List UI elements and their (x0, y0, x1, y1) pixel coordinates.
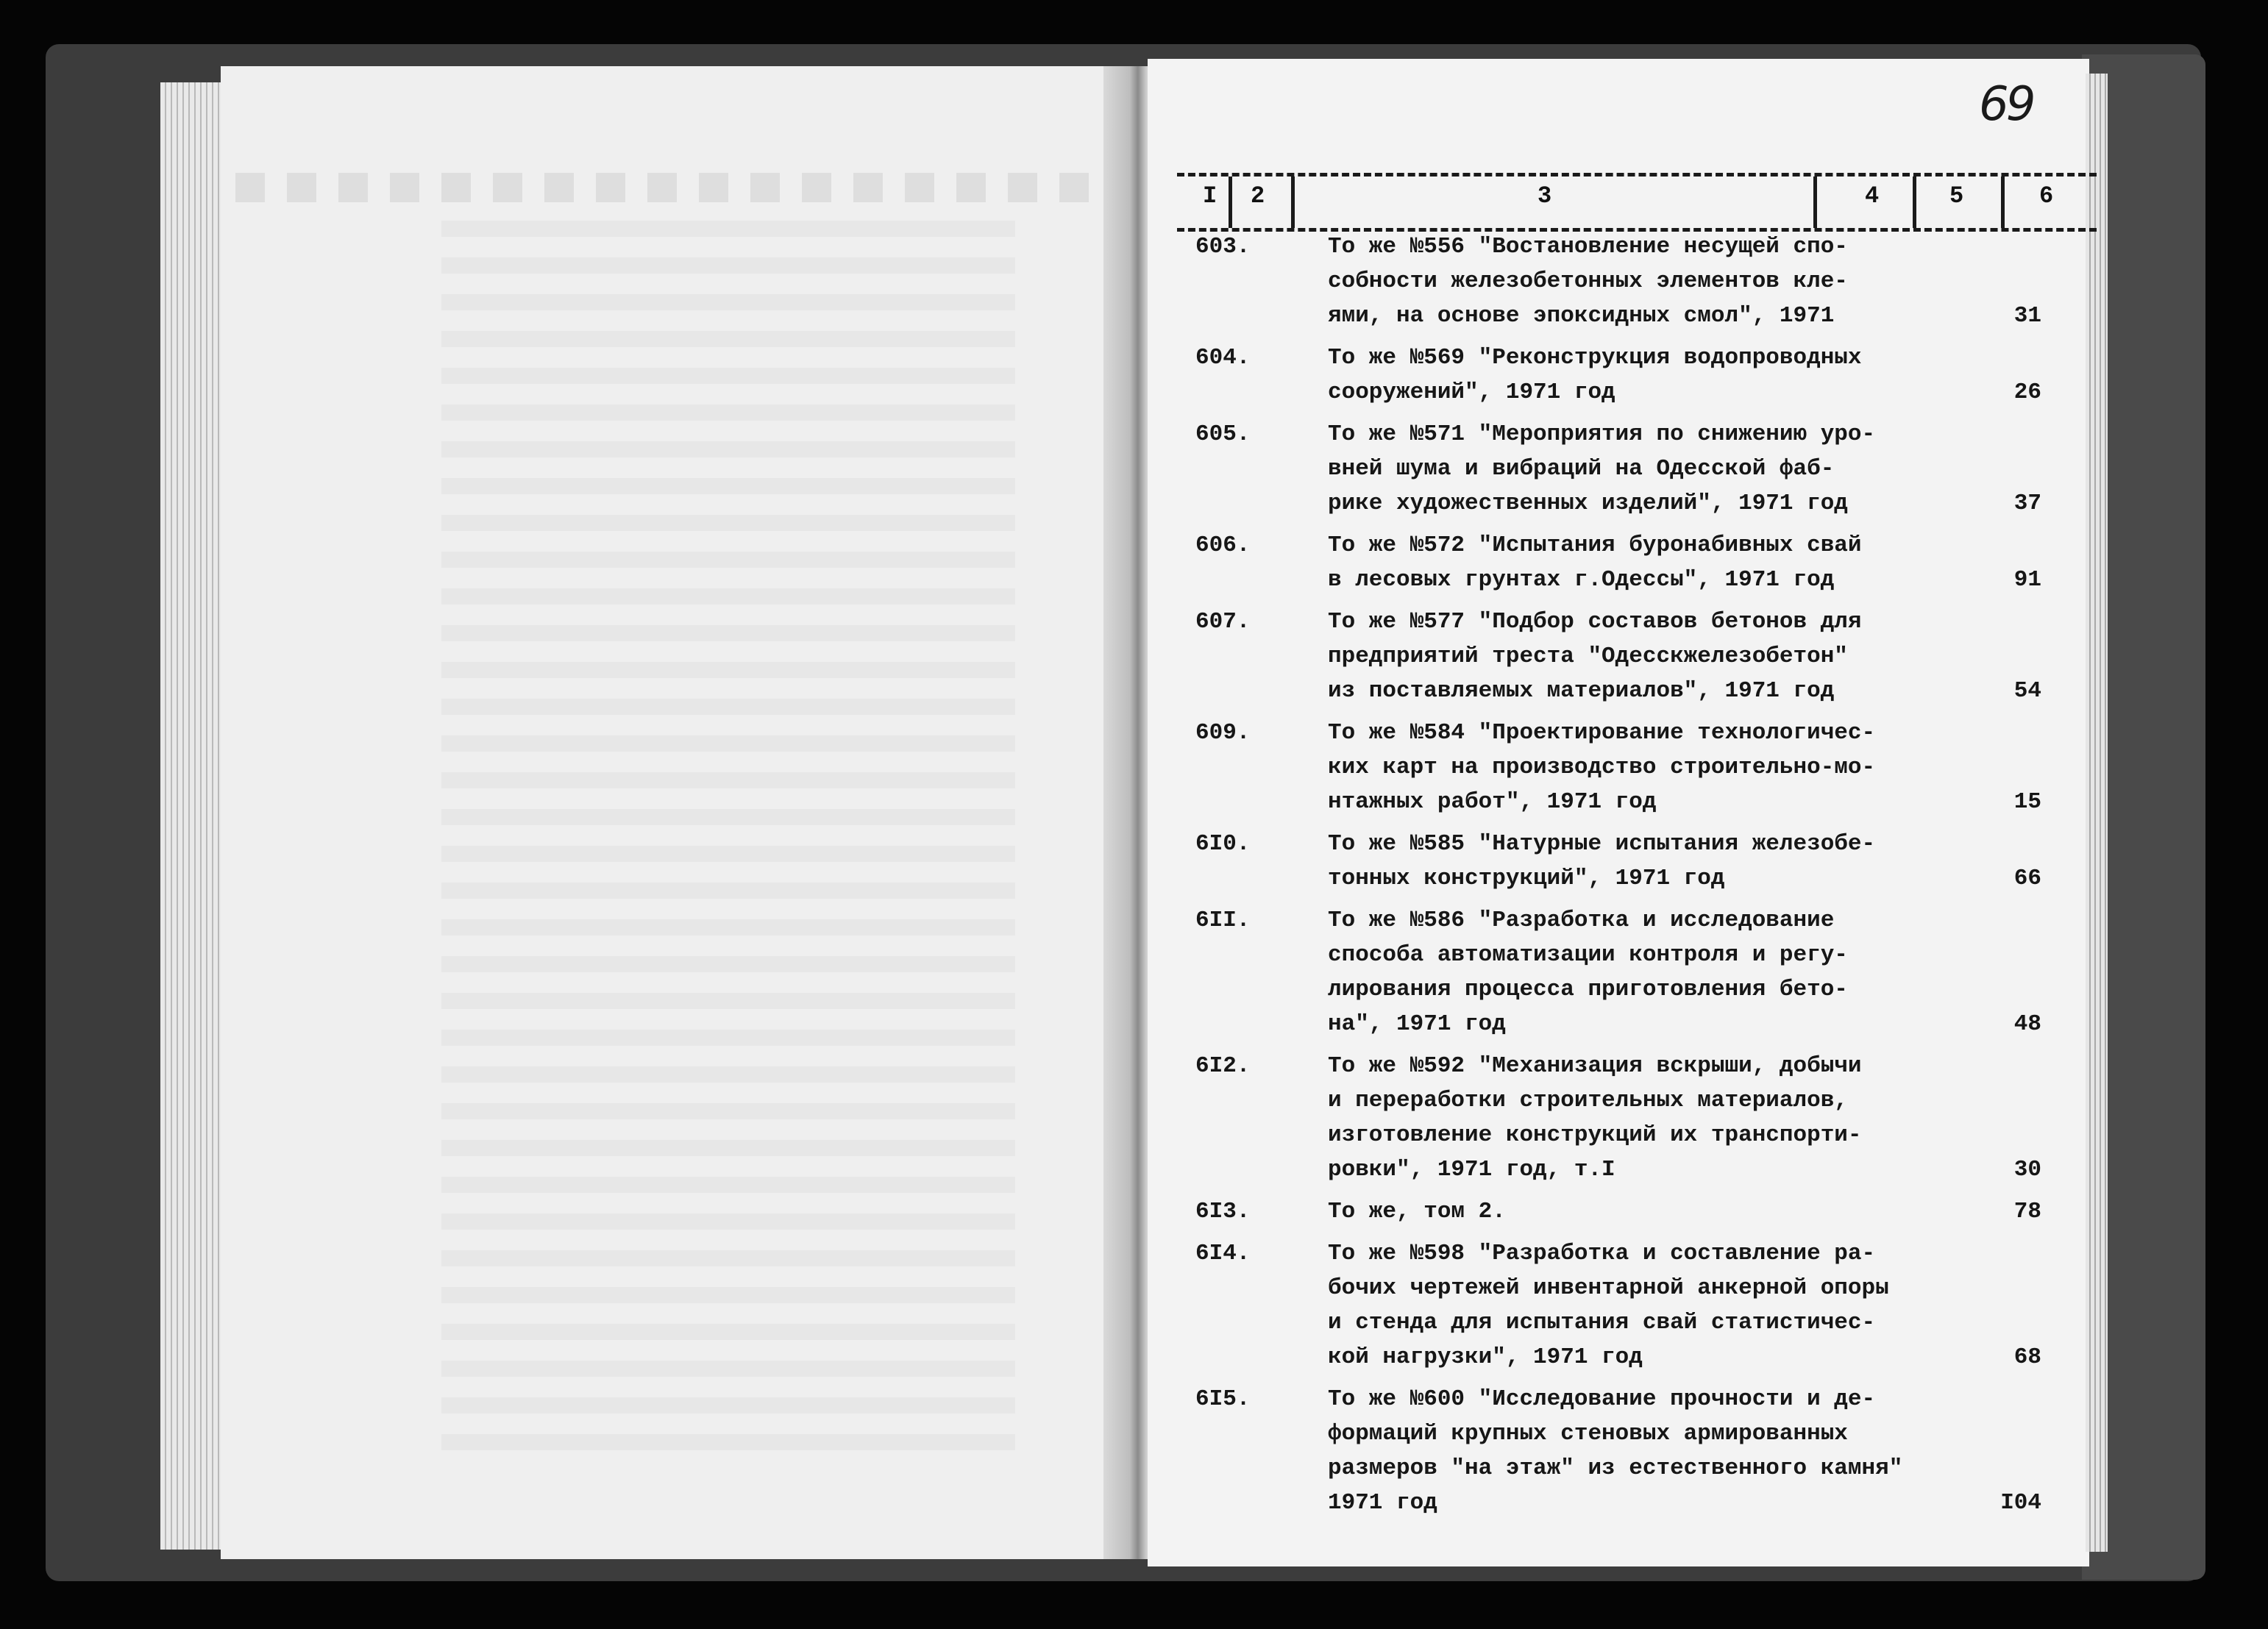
entry-description (1328, 1194, 1975, 1229)
table-row (1195, 341, 2041, 410)
column-header-1: I (1203, 182, 1217, 210)
entry-line: То же №571 "Мероприятия по снижению уро- (1328, 421, 1876, 447)
entry-number: 609. (1195, 720, 1251, 746)
entry-description (1328, 903, 1975, 1041)
table-row (1195, 827, 2041, 896)
entry-description (1328, 827, 1975, 896)
entry-number: 605. (1195, 421, 1251, 447)
entry-line: нтажных работ", 1971 год (1328, 789, 1657, 815)
table-row (1195, 229, 2041, 333)
entry-description (1328, 1049, 1975, 1187)
entry-count: 54 (2013, 678, 2041, 704)
entry-line: То же №569 "Реконструкция водопроводных (1328, 345, 1862, 371)
table-row (1195, 1049, 2041, 1187)
entry-line: лирования процесса приготовления бето- (1328, 977, 1848, 1002)
entry-line: ровки", 1971 год, т.I (1328, 1157, 1615, 1183)
entry-number: 6I4. (1195, 1241, 1251, 1266)
entry-count: 66 (2013, 866, 2041, 891)
entry-line: То же №600 "Исследование прочности и де- (1328, 1386, 1876, 1412)
entry-description (1328, 528, 1975, 597)
bleed-through-text (441, 221, 1015, 1471)
entry-line: вней шума и вибраций на Одесской фаб- (1328, 456, 1835, 482)
entry-number: 6I5. (1195, 1386, 1251, 1412)
entry-number: 607. (1195, 609, 1251, 635)
entry-count: 31 (2013, 303, 2041, 329)
entry-line: способа автоматизации контроля и регу- (1328, 942, 1848, 968)
entry-count: 68 (2013, 1344, 2041, 1370)
entry-count: 30 (2013, 1157, 2041, 1183)
column-header-3: 3 (1538, 182, 1552, 210)
header-separator (1813, 177, 1817, 228)
header-separator (2001, 177, 2005, 228)
entry-line: рике художественных изделий", 1971 год (1328, 491, 1848, 516)
entry-line: То же №572 "Испытания буронабивных свай (1328, 532, 1862, 558)
entry-count: 26 (2013, 379, 2041, 405)
table-row (1195, 528, 2041, 597)
entry-description (1328, 229, 1975, 333)
entry-line: и переработки строительных материалов, (1328, 1088, 1848, 1113)
entry-line: 1971 год (1328, 1490, 1437, 1516)
column-header-2: 2 (1251, 182, 1265, 210)
bleed-through-header (235, 173, 1103, 202)
entry-line: кой нагрузки", 1971 год (1328, 1344, 1643, 1370)
header-separator (1229, 177, 1232, 228)
entry-count: 37 (2013, 491, 2041, 516)
entry-line: То же №585 "Натурные испытания железобе- (1328, 831, 1876, 857)
table-header (1177, 173, 2097, 232)
entry-line: ями, на основе эпоксидных смол", 1971 (1328, 303, 1835, 329)
entry-number: 604. (1195, 345, 1251, 371)
entry-line: сооружений", 1971 год (1328, 379, 1615, 405)
column-header-5: 5 (1949, 182, 1964, 210)
entry-line: изготовление конструкций их транспорти- (1328, 1122, 1862, 1148)
entry-line: на", 1971 год (1328, 1011, 1506, 1037)
entry-description (1328, 1236, 1975, 1375)
table-row (1195, 417, 2041, 521)
table-row (1195, 1382, 2041, 1520)
entry-description (1328, 716, 1975, 819)
entry-line: из поставляемых материалов", 1971 год (1328, 678, 1835, 704)
entry-line: То же №584 "Проектирование технологичес- (1328, 720, 1876, 746)
entry-line: размеров "на этаж" из естественного камня" (1328, 1455, 1903, 1481)
table-row (1195, 903, 2041, 1041)
entry-line: То же №556 "Востановление несущей спо- (1328, 234, 1848, 260)
entry-line: То же №586 "Разработка и исследование (1328, 908, 1835, 933)
entry-line: тонных конструкций", 1971 год (1328, 866, 1725, 891)
entry-number: 6II. (1195, 908, 1251, 933)
entry-number: 6I2. (1195, 1053, 1251, 1079)
page-number: 69 (1979, 77, 2033, 132)
entry-count: I04 (2000, 1490, 2041, 1516)
entry-line: То же №598 "Разработка и составление ра- (1328, 1241, 1876, 1266)
entry-number: 603. (1195, 234, 1251, 260)
right-page-stack (2086, 74, 2108, 1552)
table-row (1195, 1236, 2041, 1375)
entry-number: 6I3. (1195, 1199, 1251, 1225)
entry-line: То же №592 "Механизация вскрыши, добычи (1328, 1053, 1862, 1079)
entry-number: 606. (1195, 532, 1251, 558)
entry-count: 91 (2013, 567, 2041, 593)
entry-description (1328, 417, 1975, 521)
header-separator (1291, 177, 1295, 228)
column-header-4: 4 (1865, 182, 1880, 210)
entry-description (1328, 1382, 1975, 1520)
entry-count: 48 (2013, 1011, 2041, 1037)
entry-line: бочих чертежей инвентарной анкерной опоры (1328, 1275, 1889, 1301)
entry-line: предприятий треста "Одесскжелезобетон" (1328, 644, 1848, 669)
entries-list (1195, 229, 2041, 1528)
entry-line: То же №577 "Подбор составов бетонов для (1328, 609, 1862, 635)
column-header-6: 6 (2039, 182, 2054, 210)
entry-line: То же, том 2. (1328, 1199, 1506, 1225)
entry-line: формаций крупных стеновых армированных (1328, 1421, 1848, 1447)
entry-count: 78 (2013, 1199, 2041, 1225)
entry-description (1328, 341, 1975, 410)
entry-line: собности железобетонных элементов кле- (1328, 268, 1848, 294)
entry-line: и стенда для испытания свай статистичес- (1328, 1310, 1876, 1336)
entry-line: в лесовых грунтах г.Одессы", 1971 год (1328, 567, 1835, 593)
header-separator (1913, 177, 1916, 228)
entry-line: ких карт на производство строительно-мо- (1328, 755, 1876, 780)
entry-number: 6I0. (1195, 831, 1251, 857)
entry-description (1328, 605, 1975, 708)
entry-count: 15 (2013, 789, 2041, 815)
table-row (1195, 605, 2041, 708)
table-row (1195, 1194, 2041, 1229)
table-row (1195, 716, 2041, 819)
